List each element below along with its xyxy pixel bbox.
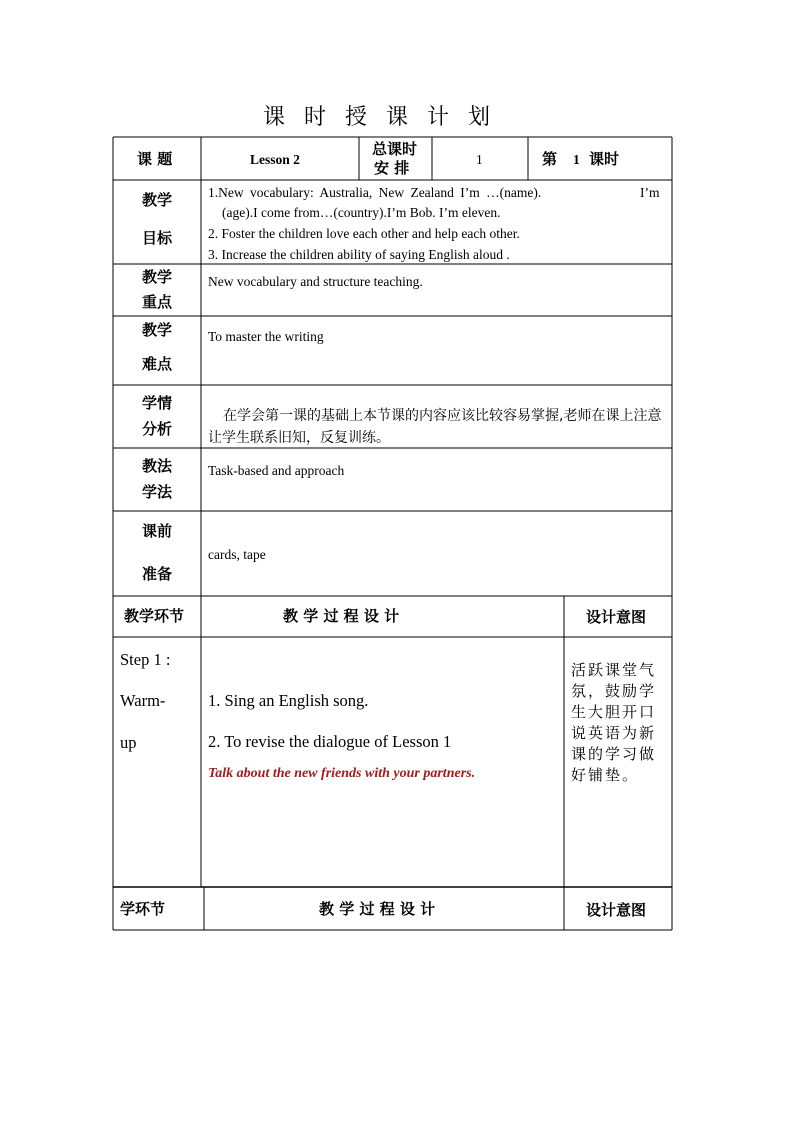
period-suffix: 课时 (589, 150, 620, 168)
process2-col-design: 教 学 过 程 设 计 (319, 900, 436, 918)
preparation-label-1: 课前 (142, 522, 173, 540)
step-label-line3: up (120, 733, 137, 752)
process-item-2: 2. To revise the dialogue of Lesson 1 (208, 732, 452, 751)
difficulties-label-2: 难点 (142, 355, 173, 373)
process-col-stage: 教学环节 (124, 607, 185, 625)
step-label-line2: Warm- (120, 691, 166, 710)
total-label-line2: 安 排 (374, 159, 410, 177)
keypoints-label-2: 重点 (142, 293, 173, 311)
process-item-1: 1. Sing an English song. (208, 691, 369, 710)
goals-line-1-end: I’m (640, 185, 660, 200)
analysis-label-1: 学情 (142, 394, 173, 412)
goals-line-3: 2. Foster the children love each other and help each other. (208, 226, 520, 241)
step-label-line1: Step 1 : (120, 650, 171, 669)
preparation-label-2: 准备 (142, 565, 173, 583)
keypoints-label-1: 教学 (142, 268, 173, 286)
topic-label: 课 题 (137, 150, 173, 168)
document-title: 课 时 授 课 计 划 (263, 105, 496, 130)
keypoints-content: New vocabulary and structure teaching. (208, 274, 423, 289)
goals-label-1: 教学 (142, 191, 173, 209)
goals-label-2: 目标 (142, 229, 173, 247)
methods-label-1: 教法 (142, 457, 173, 475)
methods-label-2: 学法 (142, 483, 173, 501)
period-prefix: 第 (542, 150, 558, 168)
preparation-content: cards, tape (208, 547, 266, 562)
difficulties-content: To master the writing (208, 329, 324, 344)
process-item-3: Talk about the new friends with your partners. (208, 766, 476, 781)
analysis-label-2: 分析 (142, 420, 173, 438)
total-label-line1: 总课时 (372, 140, 418, 158)
lesson-name: Lesson 2 (250, 152, 300, 167)
process-col-intent: 设计意图 (586, 608, 647, 626)
process2-col-stage: 学环节 (120, 900, 166, 918)
methods-content: Task-based and approach (208, 463, 345, 478)
total-value: 1 (476, 152, 483, 167)
period-number: 1 (573, 152, 580, 167)
process-intent: 活跃课堂气氛，鼓励学生大胆开口说英语为新课的学习做好铺垫。 (571, 661, 657, 784)
goals-line-2: (age).I come from…(country).I’m Bob. I’m eleven. (222, 205, 501, 220)
analysis-content: 在学会第一课的基础上本节课的内容应该比较容易掌握,老师在课上注意让学生联系旧知，反复训练。 (208, 408, 662, 446)
goals-line-1: 1.New vocabulary: Australia, New Zealand I’m …(name). (208, 185, 542, 200)
difficulties-label-1: 教学 (142, 321, 173, 339)
process-col-design: 教 学 过 程 设 计 (283, 607, 400, 625)
process2-col-intent: 设计意图 (586, 901, 647, 919)
goals-line-4: 3. Increase the children ability of saying English aloud . (208, 247, 510, 262)
